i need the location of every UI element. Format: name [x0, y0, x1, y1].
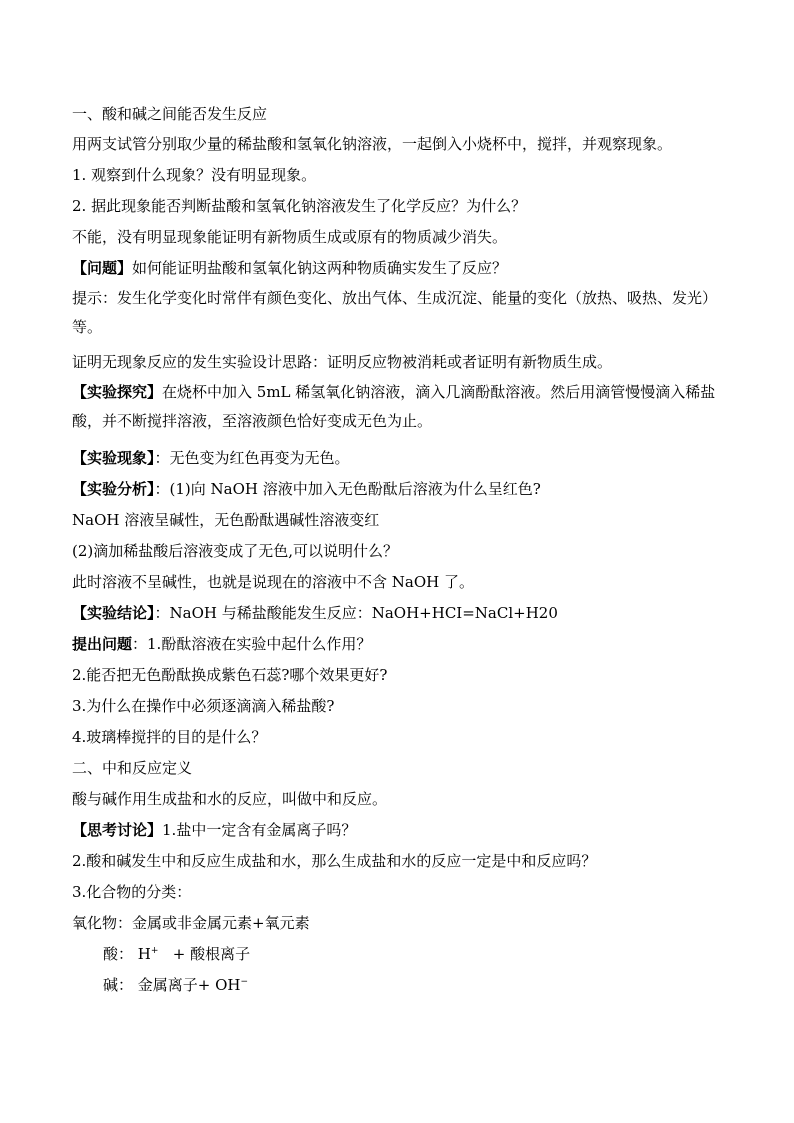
think-question-3: 3.化合物的分类：: [72, 883, 192, 901]
explore-paragraph: [72, 378, 732, 436]
intro-paragraph: 用两支试管分别取少量的稀盐酸和氢氧化钠溶液，一起倒入小烧杯中，搅拌，并观察现象。: [72, 135, 673, 153]
analysis-question-2: (2)滴加稀盐酸后溶液变成了无色,可以说明什么？: [72, 542, 399, 560]
base-label: 碱：: [103, 976, 134, 994]
explore-label: 【实验探究】: [72, 383, 163, 401]
problem-line: [72, 258, 732, 278]
analysis-label: 【实验分析】: [72, 480, 155, 498]
analysis-answer-1: NaOH 溶液呈碱性，无色酚酞遇碱性溶液变红: [72, 511, 380, 529]
question-2: 2. 据此现象能否判断盐酸和氢氧化钠溶液发生了化学反应？为什么？: [72, 197, 527, 215]
section-1-title: 一、酸和碱之间能否发生反应: [72, 105, 268, 123]
acid-definition: [103, 944, 763, 964]
phenomenon-label: 【实验现象】: [72, 449, 155, 467]
think-discuss-line: [72, 820, 732, 840]
raise-question-line: [72, 634, 732, 654]
analysis-answer-2: 此时溶液不呈碱性，也就是说现在的溶液中不含 NaOH 了。: [72, 573, 474, 591]
raise-question-label: 提出问题: [72, 635, 133, 653]
oxide-definition: 氧化物：金属或非金属元素+氧元素: [72, 914, 310, 932]
analysis-line: [72, 479, 732, 499]
base-text: 金属离子+ OH: [137, 976, 241, 994]
conclusion-text: ：NaOH 与稀盐酸能发生反应：NaOH+HCI=NaCl+H20: [154, 604, 558, 622]
raise-question-3: 3.为什么在操作中必须逐滴滴入稀盐酸?: [72, 697, 335, 715]
analysis-text: ：(1)向 NaOH 溶液中加入无色酚酞后溶液为什么呈红色?: [154, 480, 541, 498]
problem-label: 【问题】: [72, 259, 133, 277]
acid-ion: H: [137, 945, 151, 963]
acid-ion-charge: +: [150, 946, 159, 956]
acid-rest: + 酸根离子: [167, 945, 251, 963]
answer-2: 不能，没有明显现象能证明有新物质生成或原有的物质减少消失。: [72, 228, 508, 246]
phenomenon-line: [72, 448, 732, 468]
acid-label: 酸：: [103, 945, 134, 963]
think-discuss-text: 1.盐中一定含有金属离子吗？: [162, 821, 357, 839]
design-idea: 证明无现象反应的发生实验设计思路：证明反应物被消耗或者证明有新物质生成。: [72, 353, 613, 371]
section-2-title: 二、中和反应定义: [72, 759, 193, 777]
think-discuss-label: 【思考讨论】: [72, 821, 163, 839]
problem-text: 如何能证明盐酸和氢氧化钠这两种物质确实发生了反应？: [132, 259, 508, 277]
think-question-2: 2.酸和碱发生中和反应生成盐和水，那么生成盐和水的反应一定是中和反应吗？: [72, 852, 597, 870]
phenomenon-text: ：无色变为红色再变为无色。: [154, 449, 350, 467]
explore-text: 在烧杯中加入 5mL 稀氢氧化钠溶液，滴入几滴酚酞溶液。然后用滴管慢慢滴入稀盐酸，并不断搅拌溶液，至溶液颜色恰好变成无色为止。: [72, 383, 716, 430]
conclusion-label: 【实验结论】: [72, 604, 155, 622]
raise-question-4: 4.玻璃棒搅拌的目的是什么？: [72, 728, 267, 746]
base-ion-charge: −: [240, 977, 249, 987]
question-1: 1. 观察到什么现象？没有明显现象。: [72, 166, 317, 184]
raise-question-2: 2.能否把无色酚酞换成紫色石蕊?哪个效果更好?: [72, 666, 388, 684]
raise-question-text: ：1.酚酞溶液在实验中起什么作用？: [132, 635, 372, 653]
hint-paragraph: 提示：发生化学变化时常伴有颜色变化、放出气体、生成沉淀、能量的变化（放热、吸热、发光）等。: [72, 289, 718, 336]
conclusion-line: [72, 603, 732, 623]
base-definition: [103, 975, 763, 995]
neutralization-definition: 酸与碱作用生成盐和水的反应，叫做中和反应。: [72, 790, 388, 808]
